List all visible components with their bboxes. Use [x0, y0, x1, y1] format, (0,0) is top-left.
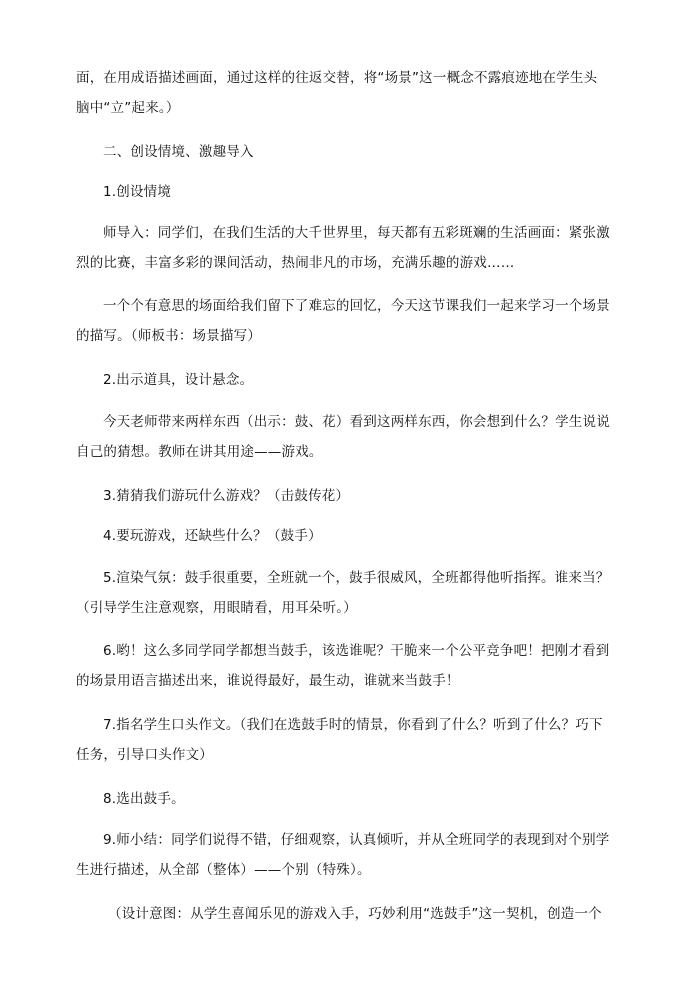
item-heading-1: 1.创设情境: [103, 184, 172, 200]
text-line: 面，在用成语描述画面，通过这样的往返交替，将“场景”这一概念不露痕迹地在学生头: [76, 70, 598, 86]
item-4: 4.要玩游戏，还缺些什么？（鼓手）: [103, 528, 322, 544]
design-note: （设计意图：从学生喜闻乐见的游戏入手，巧妙利用“选鼓手”这一契机，创造一个: [108, 906, 602, 922]
text-line: 任务，引导口头作文）: [76, 747, 213, 763]
text-line: （引导学生注意观察，用眼睛看，用耳朵听。）: [76, 600, 357, 616]
paragraph-teacher-intro: [76, 218, 632, 278]
item-6: [76, 636, 632, 696]
item-7: [76, 710, 632, 770]
text-line: 脑中“立”起来。）: [76, 100, 180, 116]
item-2: 2.出示道具，设计悬念。: [103, 372, 254, 388]
text-line: 烈的比赛，丰富多彩的课间活动，热闹非凡的市场，充满乐趣的游戏……: [76, 255, 515, 271]
paragraph-scene-concept: [76, 63, 632, 123]
text-line: 5.渲染气氛：鼓手很重要，全班就一个，鼓手很威风，全班都得他听指挥。谁来当？: [103, 570, 610, 586]
paragraph-memory: [76, 291, 632, 351]
text-line: 7.指名学生口头作文。（我们在选鼓手时的情景，你看到了什么？听到了什么？巧下: [103, 717, 603, 733]
text-line: 的场景用语言描述出来，谁说得最好，最生动，谁就来当鼓手！: [76, 673, 460, 689]
item-8: 8.选出鼓手。: [103, 791, 185, 807]
text-line: 一个个有意思的场面给我们留下了难忘的回忆，今天这节课我们一起来学习一个场景: [103, 298, 610, 314]
item-3: 3.猜猜我们游玩什么游戏？（击鼓传花）: [103, 488, 350, 504]
text-line: 自己的猜想。教师在讲其用途——游戏。: [76, 444, 323, 460]
text-line: 今天老师带来两样东西（出示：鼓、花）看到这两样东西，你会想到什么？学生说说: [103, 414, 610, 430]
item-5: [76, 563, 632, 623]
item-9: [76, 825, 632, 885]
text-line: 的描写。（师板书：场景描写）: [76, 328, 262, 344]
text-line: 生进行描述，从全部（整体）——个别（特殊）。: [76, 862, 371, 878]
paragraph-props: [76, 407, 632, 467]
text-line: 9.师小结：同学们说得不错，仔细观察，认真倾听，并从全班同学的表现到对个别学: [103, 832, 610, 848]
section-heading-2: 二、创设情境、激趣导入: [103, 144, 254, 160]
text-line: 师导入：同学们，在我们生活的大千世界里，每天都有五彩斑斓的生活画面：紧张激: [103, 225, 610, 241]
text-line: 6.哟！这么多同学同学都想当鼓手，该选谁呢？干脆来一个公平竞争吧！把刚才看到: [103, 643, 610, 659]
